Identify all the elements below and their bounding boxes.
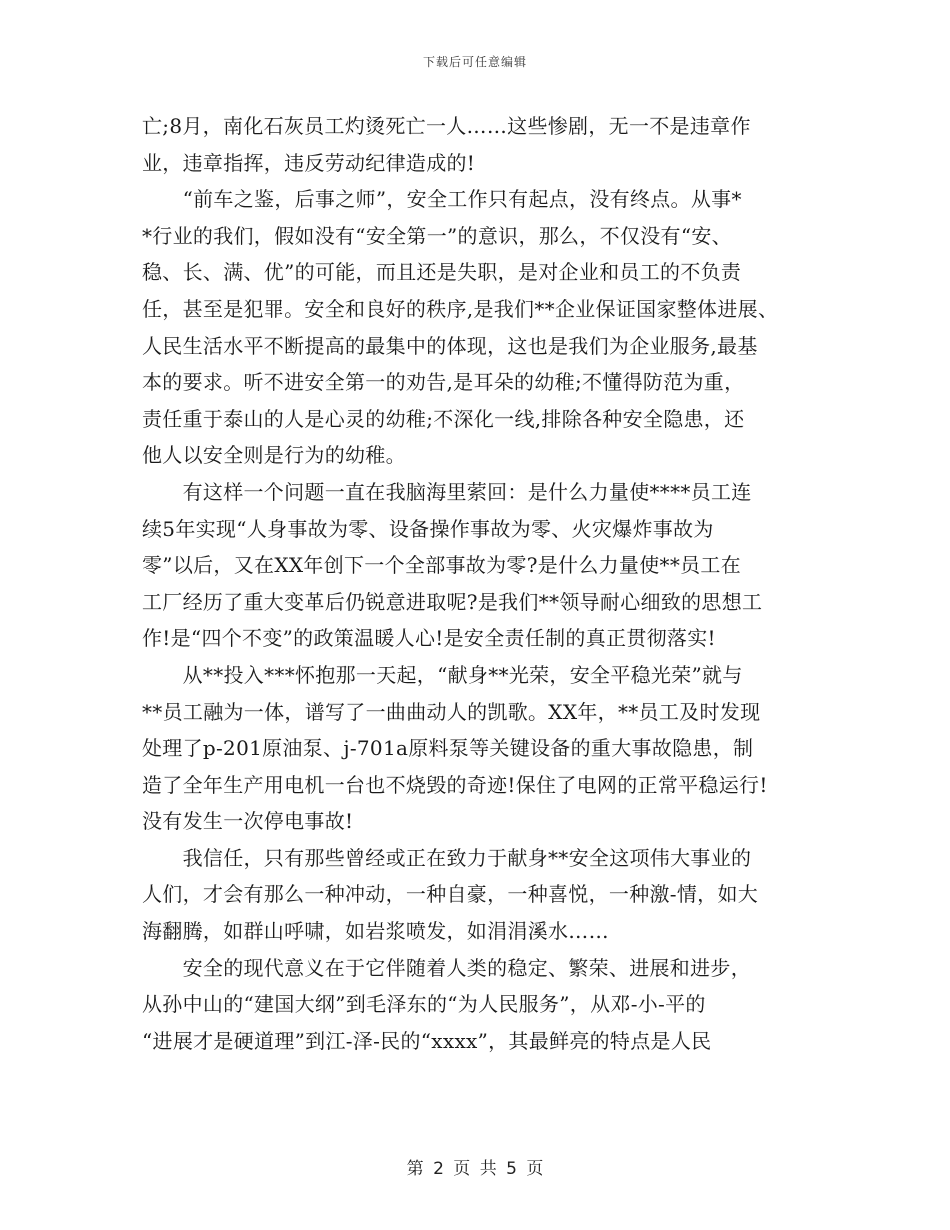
text-line: 处理了p-201原油泵、j-701a原料泵等关键设备的重大事故隐患，制 [142, 736, 754, 761]
text-line: *行业的我们，假如没有“安全第一”的意识，那么，不仅没有“安、 [142, 223, 732, 248]
text-line: 人民生活水平不断提高的最集中的体现，这也是我们为企业服务,最基 [142, 333, 758, 358]
text-line: 本的要求。听不进安全第一的劝告,是耳朵的幼稚;不懂得防范为重， [142, 370, 745, 395]
text-line: “进展才是硬道理”到江-泽-民的“xxxx”，其最鲜亮的特点是人民 [142, 1028, 712, 1053]
text-line: 业，违章指挥，违反劳动纪律造成的! [142, 150, 476, 175]
text-line: 任，甚至是犯罪。安全和良好的秩序,是我们**企业保证国家整体进展、 [142, 296, 779, 321]
text-line: 安全的现代意义在于它伴随着人类的稳定、繁荣、进展和进步， [142, 955, 751, 980]
document-body [142, 108, 812, 1059]
text-line: 工厂经历了重大变革后仍锐意进取呢?是我们**领导耐心细致的思想工 [142, 589, 763, 614]
text-line: **员工融为一体，谱写了一曲曲动人的凯歌。XX年，**员工及时发现 [142, 699, 761, 724]
text-line: 有这样一个问题一直在我脑海里萦回：是什么力量使****员工连 [142, 479, 752, 504]
text-line: 造了全年生产用电机一台也不烧毁的奇迹!保住了电网的正常平稳运行! [142, 772, 768, 797]
text-line: 从**投入***怀抱那一天起，“献身**光荣，安全平稳光荣”就与 [142, 662, 743, 687]
text-line: 零”以后，又在XX年创下一个全部事故为零?是什么力量使**员工在 [142, 553, 742, 578]
text-line: 责任重于泰山的人是心灵的幼稚;不深化一线,排除各种安全隐患，还 [142, 406, 745, 431]
text-line: 我信任，只有那些曾经或正在致力于献身**安全这项伟大事业的 [142, 845, 752, 870]
text-line: 稳、长、满、优”的可能，而且还是失职，是对企业和员工的不负责 [142, 260, 742, 285]
text-line: 没有发生一次停电事故! [142, 809, 354, 834]
text-line: 海翻腾，如群山呼啸，如岩浆喷发，如涓涓溪水…… [142, 919, 609, 944]
text-line: 作!是“四个不变”的政策温暖人心!是安全责任制的真正贯彻落实! [142, 626, 716, 651]
text-line: 续5年实现“人身事故为零、设备操作事故为零、火灾爆炸事故为 [142, 516, 714, 541]
text-line: 亡;8月，南化石灰员工灼烫死亡一人……这些惨剧，无一不是违章作 [142, 114, 751, 138]
text-line: “前车之鉴，后事之师”，安全工作只有起点，没有终点。从事* [142, 187, 742, 212]
text-line: 从孙中山的“建国大纲”到毛泽东的“为人民服务”，从邓-小-平的 [142, 992, 706, 1017]
page-header: 下载后可任意编辑 [422, 55, 527, 69]
text-line: 人们，才会有那么一种冲动，一种自豪，一种喜悦，一种激-情，如大 [142, 882, 759, 907]
page-number: 第 2 页 共 5 页 [406, 1159, 544, 1179]
text-line: 他人以安全则是行为的幼稚。 [142, 443, 406, 468]
